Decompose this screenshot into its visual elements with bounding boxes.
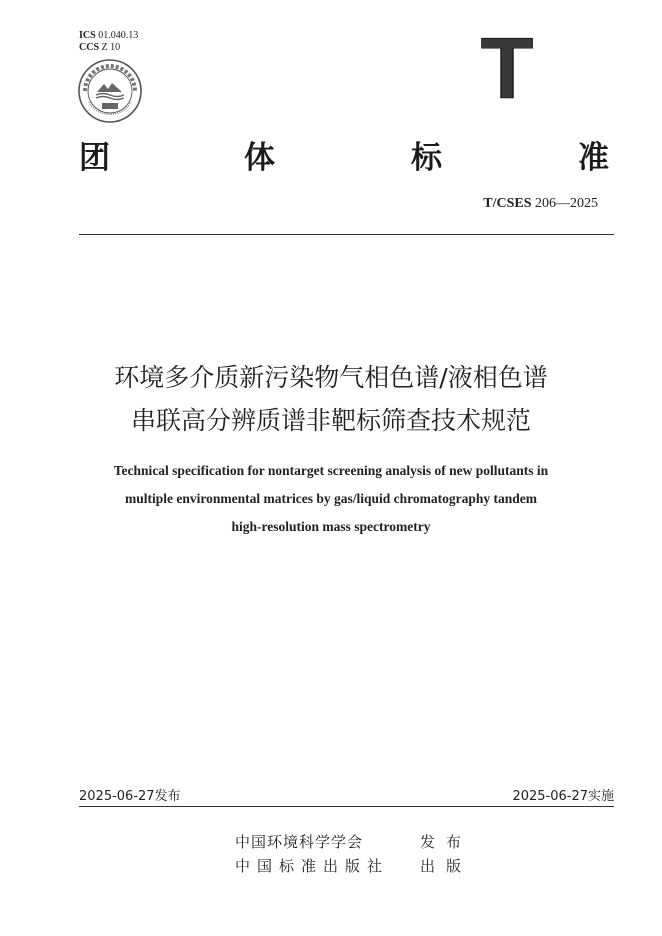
standard-number [483, 196, 598, 212]
publisher-name: 中国环境科学学会 [235, 833, 364, 851]
issue-date: 2025-06-27发布 [79, 789, 181, 804]
standard-code: 206—2025 [535, 196, 598, 211]
publisher-action-char: 布 [446, 833, 462, 851]
standard-type-letter: T [480, 32, 534, 104]
ics-line [79, 30, 138, 42]
footer-divider [79, 806, 614, 807]
ccs-code: Z 10 [101, 42, 121, 53]
classification-codes [79, 30, 138, 54]
title-zh-line-2: 串联高分辨质谱非靶标筛查技术规范 [130, 406, 531, 435]
publisher-line [235, 855, 462, 876]
ics-code: 01.040.13 [98, 30, 139, 41]
header-char: 团 [79, 140, 110, 176]
implement-date: 2025-06-27实施 [512, 789, 614, 804]
society-seal-icon [77, 58, 143, 124]
title-en-line-1: Technical specification for nontarget screening analysis of new pollutants in [113, 463, 549, 478]
publisher-line [235, 831, 462, 852]
header-char: 体 [244, 140, 275, 176]
title-en-line-2: multiple environmental matrices by gas/liquid chromatography tandem [124, 491, 537, 506]
publisher-action-char: 出 [420, 857, 436, 875]
title-en-line-3: high-resolution mass spectrometry [231, 519, 431, 534]
standard-prefix: T/CSES [483, 196, 532, 211]
document-type-header [79, 132, 614, 176]
ccs-line [79, 42, 138, 54]
header-char: 准 [578, 140, 609, 176]
title-zh-line-1: 环境多介质新污染物气相色谱/液相色谱 [114, 363, 548, 392]
publisher-name: 中国标准出版社 [235, 857, 390, 875]
publisher-action-char: 发 [420, 833, 436, 851]
header-divider [79, 234, 614, 235]
header-char: 标 [411, 140, 442, 176]
ccs-label: CCS [79, 42, 100, 53]
publisher-action-char: 版 [446, 857, 462, 875]
ics-label: ICS [79, 30, 96, 41]
standard-type-mark [480, 32, 534, 104]
